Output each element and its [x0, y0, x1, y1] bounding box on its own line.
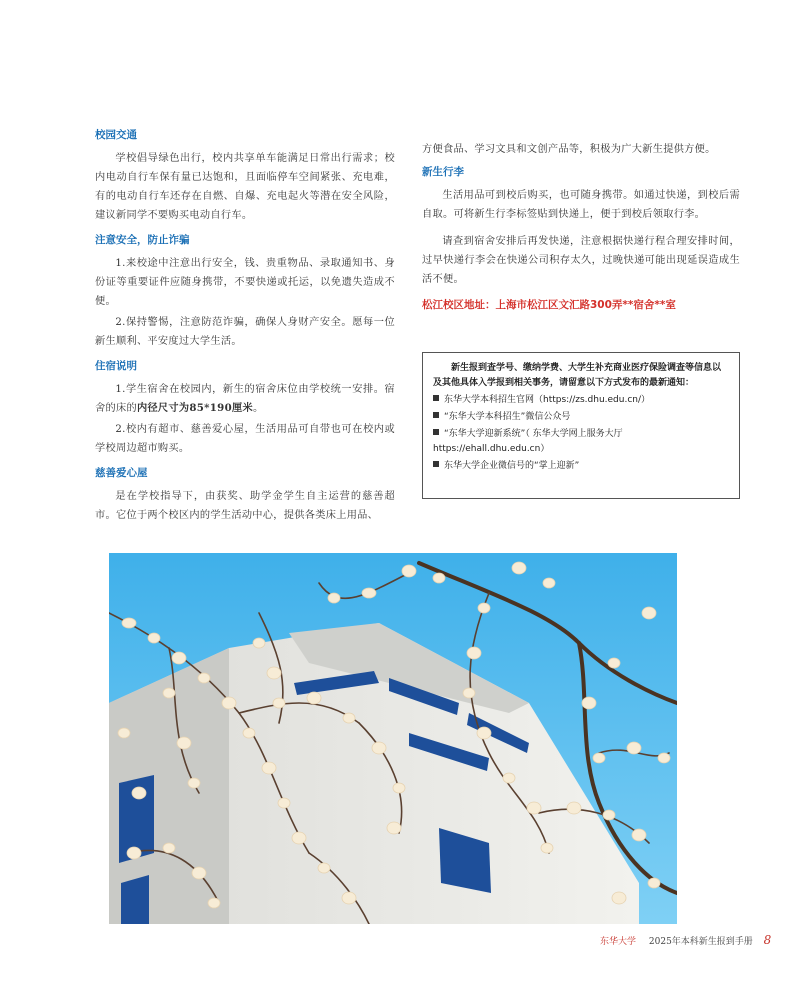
- notice-item-text: 东华大学本科招生官网（https://zs.dhu.edu.cn/）: [444, 395, 651, 405]
- notice-item-system: [433, 427, 729, 457]
- charity-heading: 慈善爱心屋: [95, 467, 148, 479]
- bed-size: 内径尺寸为85*190厘米: [136, 402, 253, 414]
- right-column: [422, 140, 740, 313]
- luggage-paragraph-1: 生活用品可到校后购买，也可随身携带。如通过快递，到校后需自取。可将新生行李标签贴到快递上，便于到校后领取行李。: [422, 190, 740, 220]
- luggage-section: [422, 165, 740, 289]
- square-bullet-icon: [433, 461, 439, 467]
- charity-continued-paragraph: 方便食品、学习文具和文创产品等，积极为广大新生提供方便。: [422, 144, 716, 155]
- charity-paragraph: 是在学校指导下，由获奖、助学金学生自主运营的慈善超市。它位于两个校区内的学生活动中心，提供各类床上用品、: [95, 491, 395, 521]
- notice-box: [422, 352, 740, 499]
- notice-item-wechat: [433, 410, 729, 425]
- housing-paragraph-1: [95, 380, 395, 418]
- square-bullet-icon: [433, 429, 439, 435]
- housing-text: 1.学生宿舍在校园内，新生的宿舍床位由学校统一安排。宿舍的床的: [95, 384, 395, 414]
- luggage-paragraph-2: 请查到宿舍安排后再发快递，注意根据快递行程合理安排时间，过早快递行李会在快递公司积存太久，过晚快递可能出现延误造成生活不便。: [422, 236, 740, 285]
- safety-section: [95, 233, 395, 351]
- campus-transport-heading: 校园交通: [95, 129, 137, 141]
- notice-intro: 新生报到查学号、缴纳学费、大学生补充商业医疗保险调查等信息以及其他具体入学报到相关事务，请留意以下方式发布的最新通知：: [433, 363, 722, 388]
- housing-paragraph-2: 2.校内有超市、慈善爱心屋，生活用品可自带也可在校内或学校周边超市购买。: [95, 424, 395, 454]
- luggage-heading: 新生行李: [422, 166, 464, 178]
- left-column: [95, 128, 395, 533]
- square-bullet-icon: [433, 395, 439, 401]
- notice-item-text: 东华大学企业微信号的“掌上迎新”: [444, 461, 580, 471]
- campus-address: 松江校区地址：上海市松江区文汇路300弄**宿舍**室: [422, 299, 676, 311]
- notice-item-text: “东华大学本科招生”微信公众号: [444, 412, 571, 422]
- housing-section: [95, 359, 395, 458]
- footer-title: 2025年本科新生报到手册: [648, 937, 753, 947]
- campus-magnolia-photo: [109, 553, 677, 924]
- page-number: 8: [763, 933, 772, 947]
- magnolia-building-illustration: [109, 553, 677, 924]
- square-bullet-icon: [433, 412, 439, 418]
- housing-heading: 住宿说明: [95, 360, 137, 372]
- charity-section: [95, 466, 395, 525]
- notice-item-enterprise-wechat: [433, 459, 729, 474]
- safety-paragraph-2: 2.保持警惕，注意防范诈骗，确保人身财产安全。愿每一位新生顺利、平安度过大学生活。: [95, 317, 395, 347]
- campus-transport-section: [95, 128, 395, 225]
- safety-paragraph-1: 1.来校途中注意出行安全，钱、贵重物品、录取通知书、身份证等重要证件应随身携带，不要快递或托运，以免遗失造成不便。: [95, 258, 395, 307]
- housing-text-end: 。: [252, 403, 264, 414]
- campus-transport-paragraph: 学校倡导绿色出行，校内共享单车能满足日常出行需求；校内电动自行车保有量已达饱和，且面临停车空间紧张、充电难，有的电动自行车还存在自燃、自爆、充电起火等潜在安全风险，建议新同学不要购买电动自行车。: [95, 153, 395, 221]
- footer-university: 东华大学: [600, 937, 637, 947]
- page-footer: [600, 933, 771, 947]
- notice-item-text: “东华大学迎新系统”（ 东华大学网上服务大厅 https://ehall.dhu.edu.cn）: [433, 429, 623, 454]
- safety-heading: 注意安全，防止诈骗: [95, 234, 190, 246]
- notice-item-website: [433, 393, 729, 408]
